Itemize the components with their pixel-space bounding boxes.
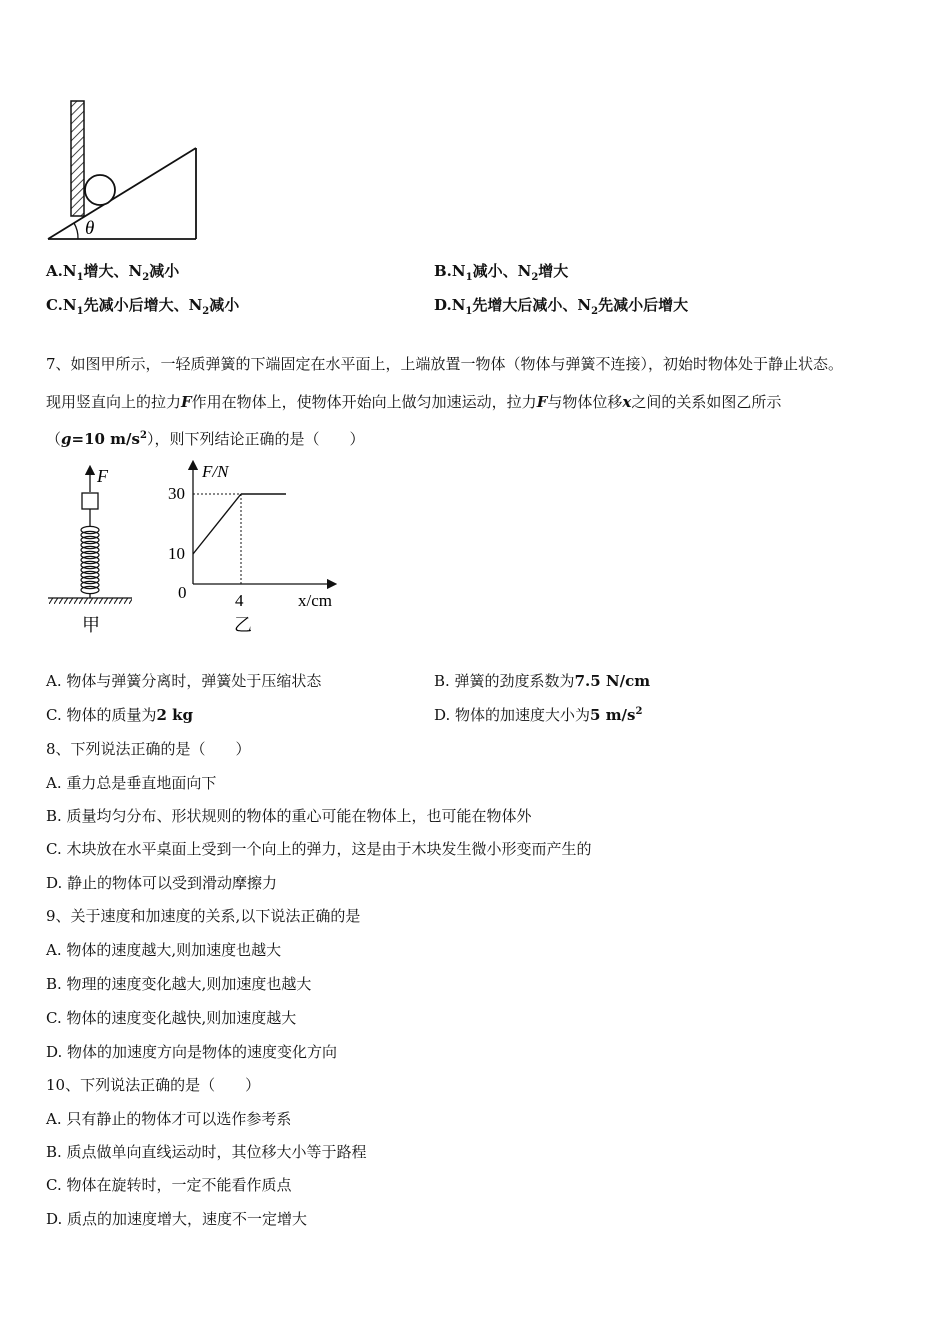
q7-l2-F1: F (181, 393, 192, 411)
wall-hatched (71, 101, 84, 216)
q7-l2-c: 与物体位移 (547, 393, 623, 411)
q7-stem-line1: 7、如图甲所示，一轻质弹簧的下端固定在水平面上，上端放置一物体（物体与弹簧不连接），初始时物体处于静止状态。 (46, 355, 844, 373)
q6-d-mid: 先增大后减小、N (472, 296, 592, 314)
q7-l3-c: ），则下列结论正确的是（ ） (146, 430, 365, 448)
q7-l2-a: 现用竖直向上的拉力 (46, 393, 182, 411)
q7-d-sup: 2 (635, 706, 643, 717)
spring-coils (81, 526, 99, 593)
q7-l2-F2: F (536, 393, 548, 411)
q6-b-sub2: 2 (531, 272, 539, 283)
origin-label: 0 (178, 583, 187, 602)
q8-stem: 8、下列说法正确的是（ ） (46, 740, 251, 758)
q9-option-d[interactable]: D. 物体的加速度方向是物体的速度变化方向 (46, 1043, 338, 1061)
q7-l2-b: 作用在物体上，使物体开始向上做匀加速运动，拉力 (191, 393, 537, 411)
incline-slope (48, 148, 196, 239)
q6-d-pre: D.N (434, 296, 466, 314)
q8-option-c[interactable]: C. 木块放在水平桌面上受到一个向上的弹力，这是由于木块发生微小形变而产生的 (46, 840, 592, 858)
q7-l3-g: g (61, 430, 72, 448)
q6-c-sub1: 1 (76, 306, 84, 317)
q6-a-sub2: 2 (142, 272, 150, 283)
q8-option-d[interactable]: D. 静止的物体可以受到滑动摩擦力 (46, 874, 278, 892)
q6-a-mid: 增大、N (83, 262, 143, 280)
q6-c-sub2: 2 (202, 306, 210, 317)
q6-option-d[interactable] (434, 294, 688, 317)
q10-option-c[interactable]: C. 物体在旋转时，一定不能看作质点 (46, 1176, 292, 1194)
ball (85, 175, 115, 205)
y-tick-10: 10 (168, 544, 185, 563)
x-tick-4: 4 (235, 591, 244, 610)
angle-arc (74, 223, 78, 239)
figure-caption-jia: 甲 (82, 615, 100, 635)
q10-option-d[interactable]: D. 质点的加速度增大，速度不一定增大 (46, 1210, 308, 1228)
q7-l2-x: x (622, 393, 632, 411)
q6-option-c[interactable] (46, 294, 239, 317)
q7-l3-b: =10 m/s (71, 430, 140, 448)
q7-stem-line2 (46, 391, 781, 412)
figure-caption-yi: 乙 (234, 615, 252, 635)
q9-stem: 9、关于速度和加速度的关系,以下说法正确的是 (46, 907, 361, 925)
q7-d-val: 5 m/s (590, 706, 636, 724)
q6-c-mid: 先减小后增大、N (83, 296, 203, 314)
q9-option-c[interactable]: C. 物体的速度变化越快,则加速度越大 (46, 1009, 297, 1027)
q6-b-pre: B.N (434, 262, 466, 280)
q10-option-b[interactable]: B. 质点做单向直线运动时，其位移大小等于路程 (46, 1143, 367, 1161)
q7-option-b[interactable] (434, 670, 650, 691)
q8-option-b[interactable]: B. 质量均匀分布、形状规则的物体的重心可能在物体上，也可能在物体外 (46, 807, 532, 825)
q6-c-post: 减小 (209, 296, 240, 314)
q6-a-sub1: 1 (76, 272, 84, 283)
q6-c-pre: C.N (46, 296, 77, 314)
q7-l3-sup: 2 (139, 430, 147, 441)
q8-option-a[interactable]: A. 重力总是垂直地面向下 (46, 774, 217, 792)
q7-c-val: 2 kg (156, 706, 194, 724)
force-label: F (97, 466, 108, 486)
q6-d-sub2: 2 (591, 306, 599, 317)
spring-figure (44, 460, 144, 640)
block (82, 493, 98, 509)
q7-d-pre: D. 物体的加速度大小为 (434, 706, 591, 724)
q9-option-a[interactable]: A. 物体的速度越大,则加速度也越大 (46, 941, 282, 959)
q6-b-mid: 减小、N (472, 262, 532, 280)
x-axis-label: x/cm (298, 591, 332, 610)
q6-a-post: 减小 (149, 262, 180, 280)
theta-label: θ (85, 218, 95, 239)
q7-option-a[interactable]: A. 物体与弹簧分离时，弹簧处于压缩状态 (46, 672, 322, 690)
q7-b-pre: B. 弹簧的劲度系数为 (434, 672, 575, 690)
force-displacement-graph (160, 458, 350, 640)
q6-option-b[interactable] (434, 260, 568, 283)
q7-c-pre: C. 物体的质量为 (46, 706, 157, 724)
q7-l3-a: （ (46, 430, 62, 448)
q10-option-a[interactable]: A. 只有静止的物体才可以选作参考系 (46, 1110, 292, 1128)
y-axis-label: F/N (202, 462, 229, 481)
q7-option-d[interactable] (434, 704, 642, 725)
q7-stem-line3 (46, 428, 364, 449)
q6-b-post: 增大 (538, 262, 569, 280)
q10-stem: 10、下列说法正确的是（ ） (46, 1076, 261, 1094)
ground-hatch (48, 598, 132, 604)
q9-option-b[interactable]: B. 物理的速度变化越大,则加速度也越大 (46, 975, 312, 993)
data-line-ramp (193, 494, 241, 554)
incline-figure (40, 95, 210, 250)
q6-b-sub1: 1 (465, 272, 473, 283)
q6-a-pre: A.N (46, 262, 77, 280)
q6-d-post: 先减小后增大 (598, 296, 689, 314)
q7-option-c[interactable] (46, 704, 193, 725)
q7-l2-d: 之间的关系如图乙所示 (631, 393, 782, 411)
q7-b-val: 7.5 N/cm (574, 672, 651, 690)
q6-option-a[interactable] (46, 260, 179, 283)
y-tick-30: 30 (168, 484, 185, 503)
q6-d-sub1: 1 (465, 306, 473, 317)
